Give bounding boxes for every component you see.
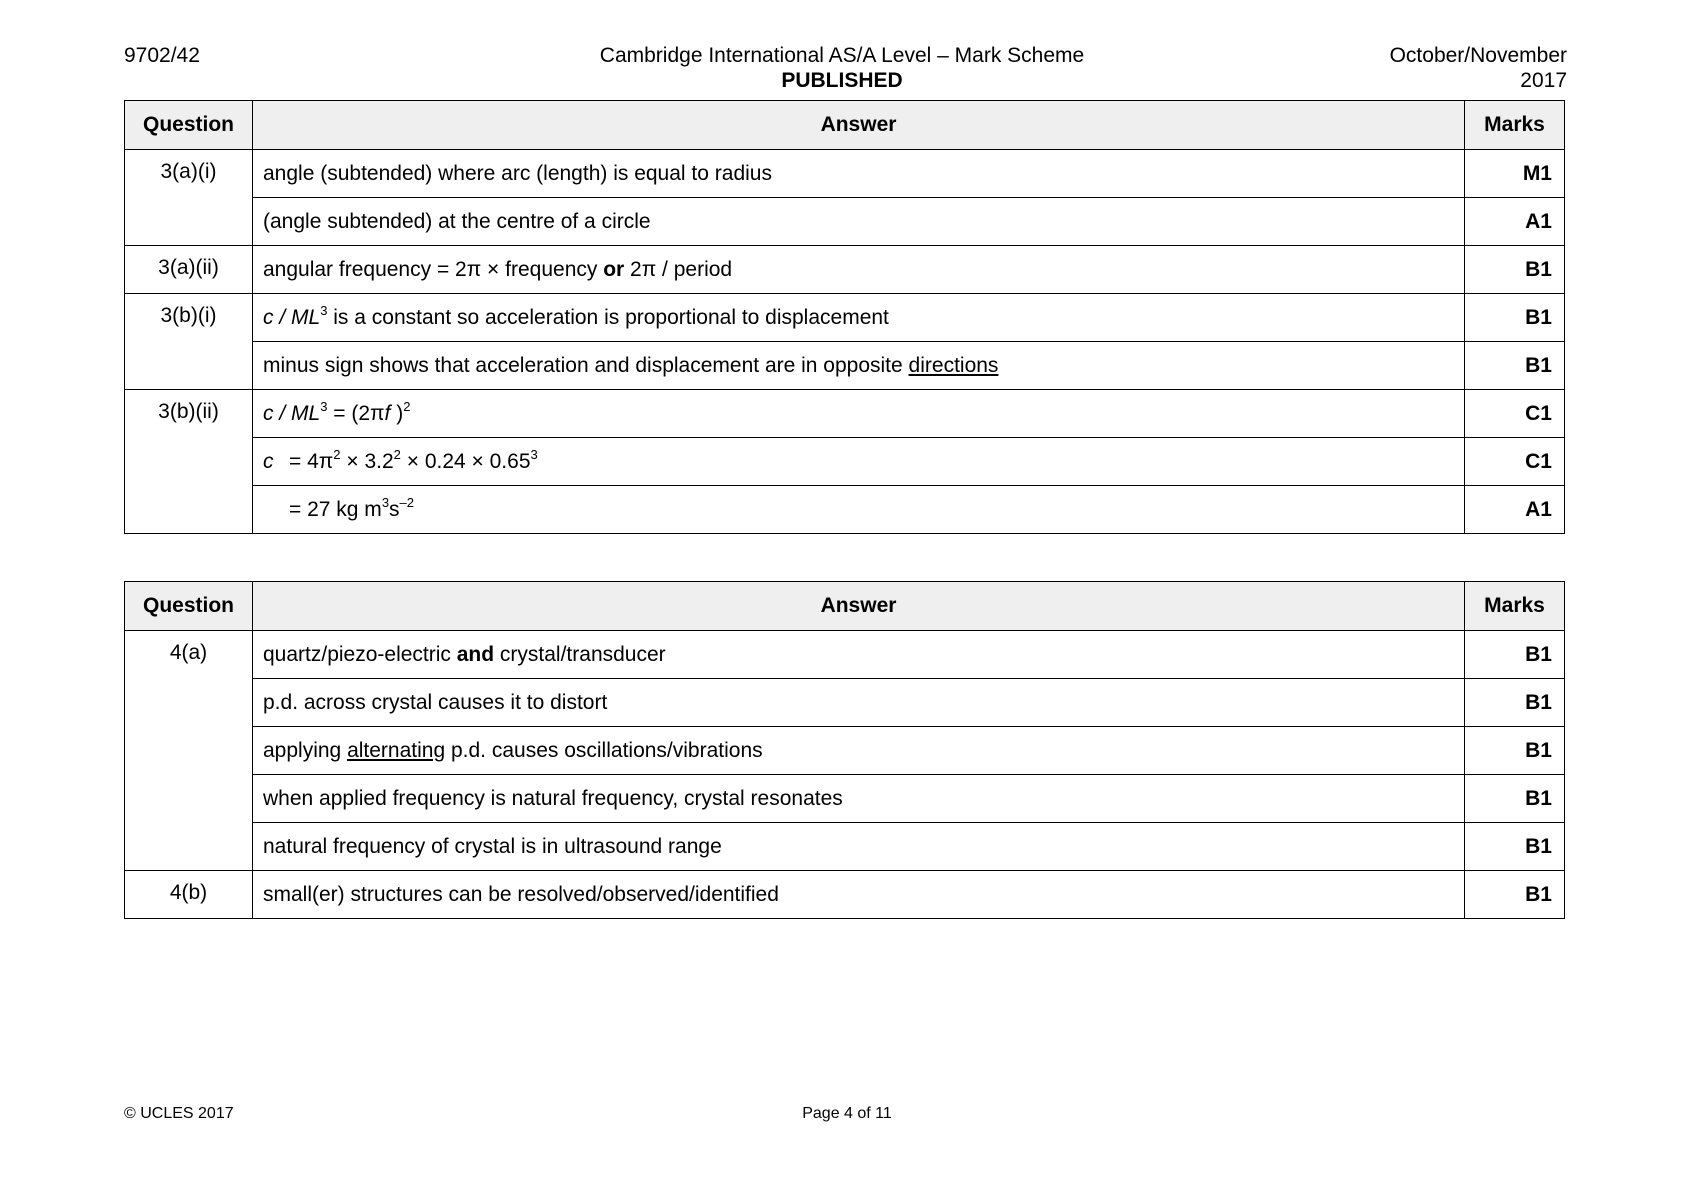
question-header: Question (125, 582, 253, 631)
table-row (125, 631, 1565, 679)
mark-cell: M1 (1465, 150, 1565, 198)
mark-scheme-table-q3 (124, 100, 1565, 534)
mark-cell: B1 (1465, 871, 1565, 919)
answer-cell: (angle subtended) at the centre of a circle (253, 198, 1465, 246)
answer-cell (253, 246, 1465, 294)
mark-cell: B1 (1465, 631, 1565, 679)
answer-text: quartz/piezo-electric (263, 642, 457, 666)
paper-code: 9702/42 (124, 44, 200, 67)
answer-text: angular frequency = 2π × frequency (263, 257, 604, 281)
mark-cell: B1 (1465, 727, 1565, 775)
underlined-keyword: alternating (347, 738, 446, 762)
exponent: 2 (393, 446, 401, 462)
mark-cell: A1 (1465, 198, 1565, 246)
exponent: 2 (333, 446, 341, 462)
copyright-notice: © UCLES 2017 (124, 1105, 234, 1122)
mark-cell: B1 (1465, 775, 1565, 823)
page-number: Page 4 of 11 (802, 1105, 892, 1122)
formula-variable: c / ML (263, 305, 321, 329)
table-row (125, 727, 1565, 775)
answer-header: Answer (253, 582, 1465, 631)
mark-cell: B1 (1465, 679, 1565, 727)
table-row (125, 871, 1565, 919)
question-label: 3(b)(i) (125, 294, 253, 390)
answer-text: × 0.24 × 0.65 (400, 449, 531, 473)
formula-variable: c (263, 449, 274, 473)
answer-text: = (2π (327, 401, 385, 425)
answer-text: × 3.2 (340, 449, 394, 473)
and-keyword: and (456, 642, 495, 666)
answer-cell: natural frequency of crystal is in ultrasound range (253, 823, 1465, 871)
question-label: 3(b)(ii) (125, 390, 253, 534)
formula-variable: f (384, 401, 391, 425)
table-row (125, 198, 1565, 246)
question-label: 3(a)(i) (125, 150, 253, 246)
answer-cell: angle (subtended) where arc (length) is equal to radius (253, 150, 1465, 198)
answer-cell (253, 294, 1465, 342)
mark-cell: C1 (1465, 390, 1565, 438)
marks-header: Marks (1465, 101, 1565, 150)
answer-text: minus sign shows that acceleration and displacement are in opposite (263, 353, 909, 377)
question-label: 4(b) (125, 871, 253, 919)
answer-header: Answer (253, 101, 1465, 150)
table-row (125, 486, 1565, 534)
answer-cell: p.d. across crystal causes it to distort (253, 679, 1465, 727)
formula-variable: c / ML (263, 401, 321, 425)
table-header-row (125, 582, 1565, 631)
exponent: –2 (399, 494, 415, 510)
answer-cell: when applied frequency is natural frequency, crystal resonates (253, 775, 1465, 823)
answer-text: ) (390, 401, 404, 425)
answer-cell (253, 486, 1465, 534)
answer-text: is a constant so acceleration is proportional to displacement (327, 305, 889, 329)
answer-text: 2π / period (624, 257, 733, 281)
answer-text: applying (263, 738, 348, 762)
published-label: PUBLISHED (781, 69, 903, 92)
question-label: 3(a)(ii) (125, 246, 253, 294)
answer-text: = 27 kg m (289, 497, 382, 521)
mark-cell: C1 (1465, 438, 1565, 486)
mark-cell: B1 (1465, 294, 1565, 342)
answer-cell (253, 631, 1465, 679)
answer-text: p.d. causes oscillations/vibrations (445, 738, 763, 762)
or-keyword: or (603, 257, 625, 281)
marks-header: Marks (1465, 582, 1565, 631)
mark-scheme-table-q4 (124, 581, 1565, 919)
answer-text: = 4π (289, 449, 334, 473)
table-row (125, 775, 1565, 823)
answer-cell (253, 390, 1465, 438)
table-row (125, 438, 1565, 486)
table-row (125, 342, 1565, 390)
answer-text: s (389, 497, 400, 521)
answer-text: crystal/transducer (494, 642, 666, 666)
answer-cell (253, 438, 1465, 486)
table-row (125, 823, 1565, 871)
exponent: 3 (320, 302, 328, 318)
exponent: 2 (403, 398, 411, 414)
mark-cell: B1 (1465, 246, 1565, 294)
session-text: October/November (1389, 44, 1567, 67)
table-row (125, 390, 1565, 438)
exponent: 3 (530, 446, 538, 462)
mark-cell: B1 (1465, 342, 1565, 390)
answer-cell: small(er) structures can be resolved/observed/identified (253, 871, 1465, 919)
mark-cell: B1 (1465, 823, 1565, 871)
exponent: 3 (320, 398, 328, 414)
underlined-keyword: directions (908, 353, 999, 377)
exponent: 3 (381, 494, 390, 510)
mark-cell: A1 (1465, 486, 1565, 534)
table-row (125, 294, 1565, 342)
title-text: Cambridge International AS/A Level – Mark Scheme (599, 44, 1085, 67)
table-row (125, 679, 1565, 727)
question-label: 4(a) (125, 631, 253, 871)
exam-session (1390, 43, 1567, 93)
year-text: 2017 (1520, 69, 1567, 92)
table-header-row (125, 101, 1565, 150)
answer-cell (253, 727, 1465, 775)
answer-cell (253, 342, 1465, 390)
table-row (125, 246, 1565, 294)
table-row (125, 150, 1565, 198)
question-header: Question (125, 101, 253, 150)
